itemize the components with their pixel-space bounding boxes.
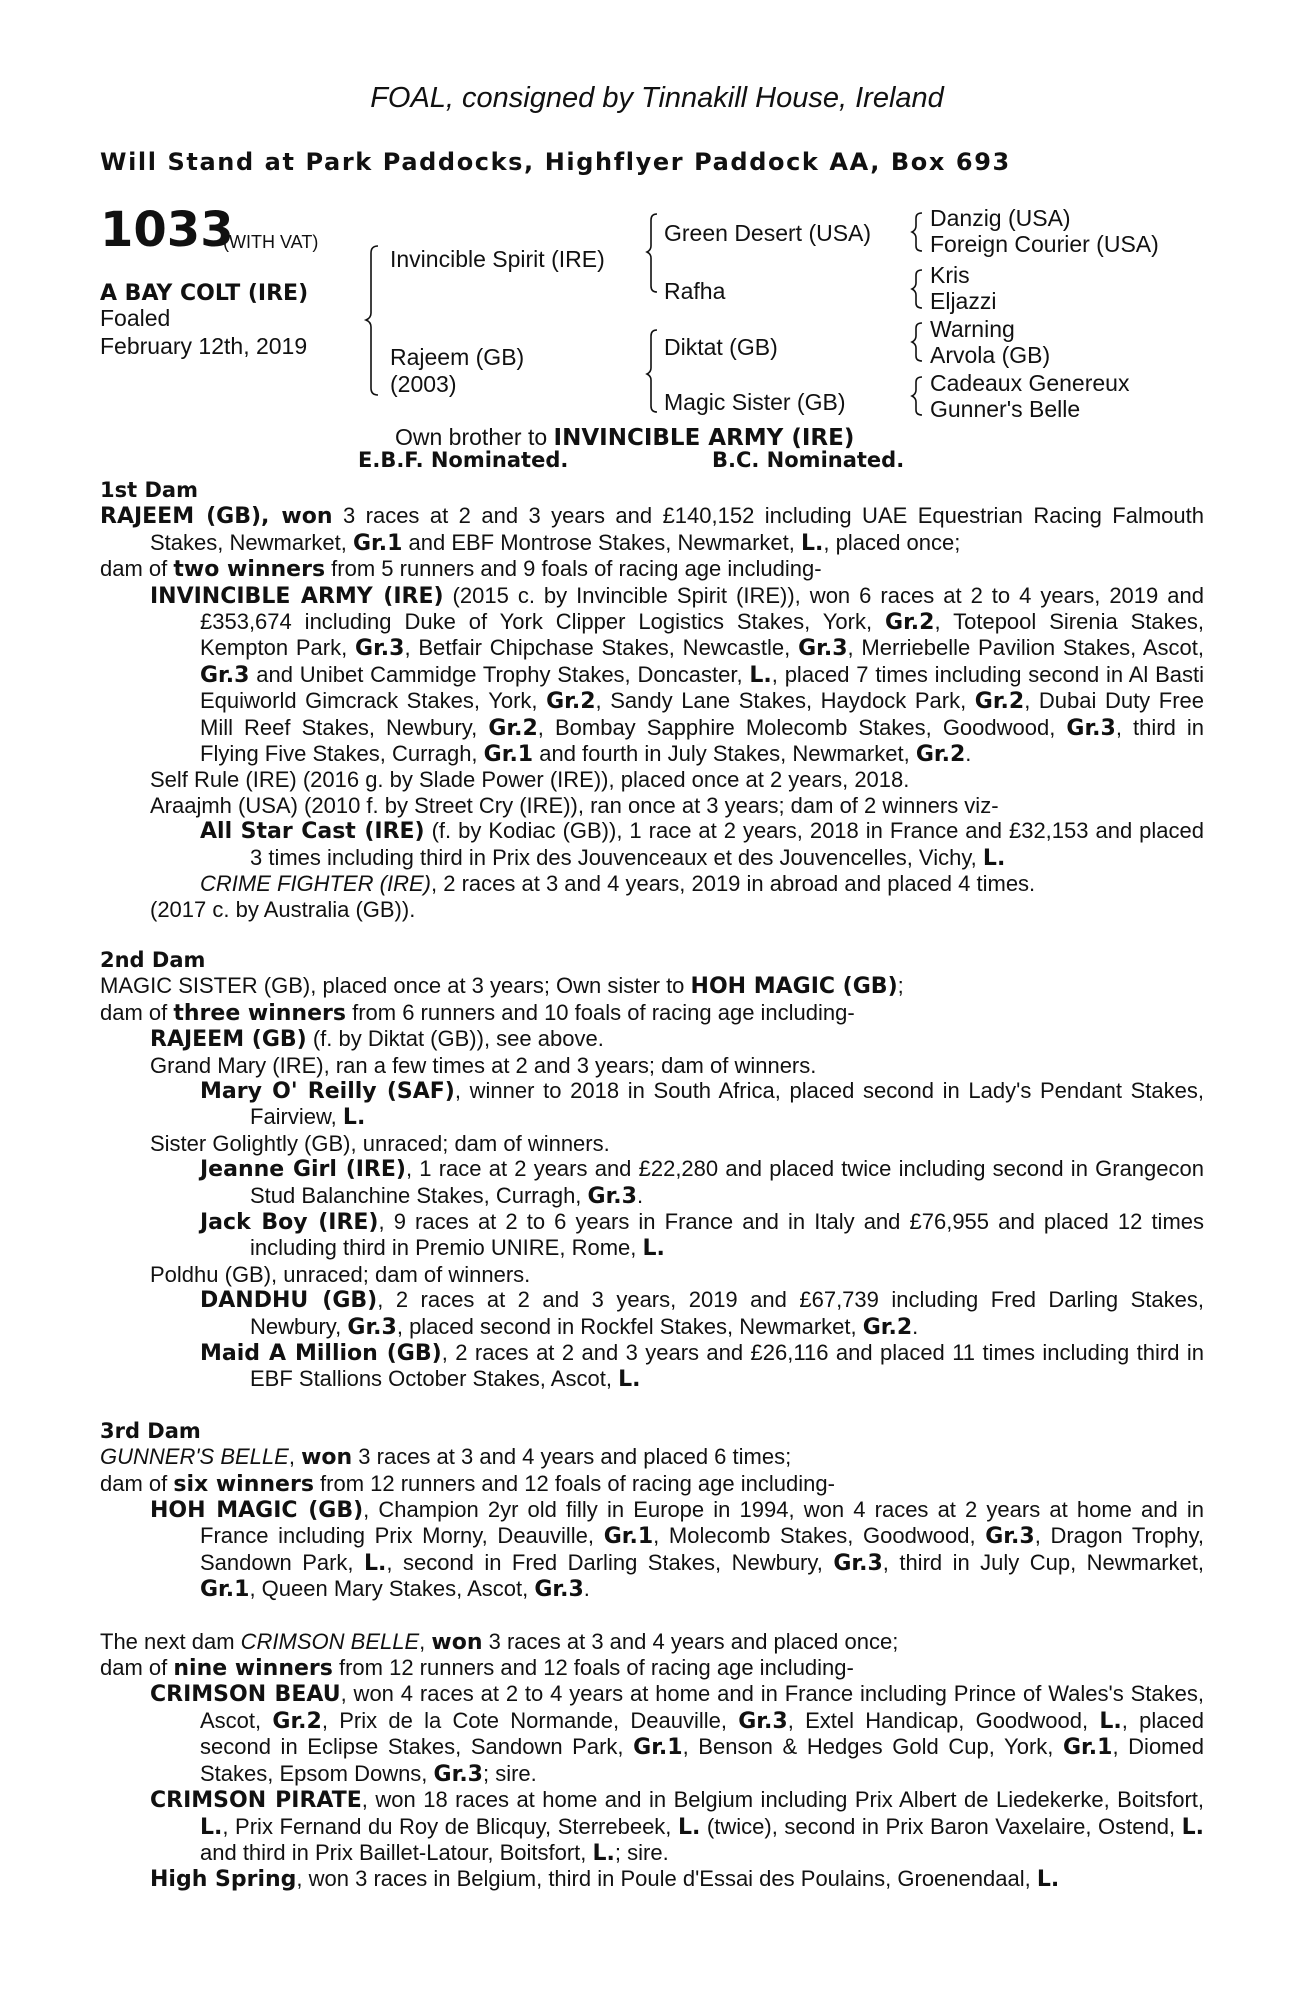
produce-mary-o-reilly: Mary O' Reilly (SAF), winner to 2018 in South Africa, placed second in Lady's Pendant Stakes, Fairview, L. xyxy=(200,1077,1204,1131)
dam2-summary: MAGIC SISTER (GB), placed once at 3 years; Own sister to HOH MAGIC (GB); xyxy=(100,973,904,1000)
pedigree-g1: Danzig (USA) xyxy=(930,205,1071,231)
own-brother-line: Own brother to INVINCIBLE ARMY (IRE) xyxy=(395,424,855,451)
pedigree-dam-year: (2003) xyxy=(390,371,457,397)
section-heading-3rd-dam: 3rd Dam xyxy=(100,1418,201,1443)
produce-crimson-pirate: CRIMSON PIRATE, won 18 races at home and in Belgium including Prix Albert de Liedekerke, Boitsfort, L., Prix Fernand du Roy de Blicquy, Sterrebeek, L. (twice), second in Prix Baron Vaxelaire, Ostend, L. and third in Prix Baillet-Latour, Boitsfort, L.; sire. xyxy=(150,1787,1205,1866)
lot-number: 1033 xyxy=(100,202,234,258)
nextdam-produce-summary: dam of nine winners from 12 runners and 12 foals of racing age including- xyxy=(100,1655,854,1682)
pedigree-g7: Cadeaux Genereux xyxy=(930,370,1130,396)
produce-jeanne-girl: Jeanne Girl (IRE), 1 race at 2 years and £22,280 and placed twice including second in Grangecon Stud Balanchine Stakes, Curragh, Gr.3. xyxy=(200,1156,1204,1209)
nextdam-summary: The next dam CRIMSON BELLE, won 3 races at 3 and 4 years and placed once; xyxy=(100,1628,899,1655)
pedigree-dam: Rajeem (GB) xyxy=(390,344,525,370)
pedigree-dam-sire: Diktat (GB) xyxy=(664,334,778,360)
section-heading-1st-dam: 1st Dam xyxy=(100,478,198,502)
dam3-produce-summary: dam of six winners from 12 runners and 12 foals of racing age including- xyxy=(100,1470,835,1497)
section-heading-2nd-dam: 2nd Dam xyxy=(100,947,206,972)
bc-nominated: B.C. Nominated. xyxy=(712,448,905,472)
pedigree-g6: Arvola (GB) xyxy=(930,342,1051,368)
produce-crimson-beau: CRIMSON BEAU, won 4 races at 2 to 4 years at home and in France including Prince of Wales's Stakes, Ascot, Gr.2, Prix de la Cote Normande, Deauville, Gr.3, Extel Handicap, Goodwood, L., placed second in Eclipse Stakes, Sandown Park, Gr.1, Benson & Hedges Gold Cup, York, Gr.1, Diomed Stakes, Epsom Downs, Gr.3; sire. xyxy=(150,1681,1204,1787)
pedigree-sire-sire: Green Desert (USA) xyxy=(664,220,872,246)
horse-description: A BAY COLT (IRE) xyxy=(100,281,309,306)
produce-all-star-cast: All Star Cast (IRE) (f. by Kodiac (GB)), 1 race at 2 years, 2018 in France and £32,153 and placed 3 times including third in Prix des Jouvenceaux et des Jouvencelles, Vichy, L. xyxy=(200,818,1204,871)
own-brother-name: INVINCIBLE ARMY (IRE) xyxy=(553,425,855,451)
pedigree-g8: Gunner's Belle xyxy=(930,396,1081,422)
produce-invincible-army: INVINCIBLE ARMY (IRE) (2015 c. by Invincible Spirit (IRE)), won 6 races at 2 to 4 years, 2019 and £353,674 including Duke of York Clipper Logistics Stakes, York, Gr.2, Totepool Sirenia Stakes, Kempton Park, Gr.3, Betfair Chipchase Stakes, Newcastle, Gr.3, Merriebelle Pavilion Stakes, Ascot, Gr.3 and Unibet Cammidge Trophy Stakes, Doncaster, L., placed 7 times including second in Al Basti Equiworld Gimcrack Stakes, York, Gr.2, Sandy Lane Stakes, Haydock Park, Gr.2, Dubai Duty Free Mill Reef Stakes, Newbury, Gr.2, Bombay Sapphire Molecomb Stakes, Goodwood, Gr.3, third in Flying Five Stakes, Curragh, Gr.1 and fourth in July Stakes, Newmarket, Gr.2. xyxy=(150,582,1205,768)
produce-hoh-magic: HOH MAGIC (GB), Champion 2yr old filly in Europe in 1994, won 4 races at 2 years at home and in France including Prix Morny, Deauville, Gr.1, Molecomb Stakes, Goodwood, Gr.3, Dragon Trophy, Sandown Park, L., second in Fred Darling Stakes, Newbury, Gr.3, third in July Cup, Newmarket, Gr.1, Queen Mary Stakes, Ascot, Gr.3. xyxy=(150,1497,1205,1603)
consignor-line: FOAL, consigned by Tinnakill House, Ireland xyxy=(370,82,944,114)
produce-2017-colt: (2017 c. by Australia (GB)). xyxy=(150,896,416,922)
ebf-nominated: E.B.F. Nominated. xyxy=(358,448,569,472)
foaled-date: February 12th, 2019 xyxy=(100,333,308,359)
stand-location: Will Stand at Park Paddocks, Highflyer Paddock AA, Box 693 xyxy=(100,148,1011,176)
produce-araajmh: Araajmh (USA) (2010 f. by Street Cry (IRE)), ran once at 3 years; dam of 2 winners viz- xyxy=(150,792,999,818)
dam1-produce-summary: dam of two winners from 5 runners and 9 foals of racing age including- xyxy=(100,556,822,583)
pedigree-g5: Warning xyxy=(930,316,1015,342)
produce-grand-mary: Grand Mary (IRE), ran a few times at 2 and 3 years; dam of winners. xyxy=(150,1052,817,1078)
dam2-produce-summary: dam of three winners from 6 runners and 10 foals of racing age including- xyxy=(100,999,855,1026)
dam3-summary: GUNNER'S BELLE, won 3 races at 3 and 4 years and placed 6 times; xyxy=(100,1444,792,1471)
vat-note: (WITH VAT) xyxy=(223,232,319,252)
catalogue-body xyxy=(100,474,1204,1893)
dam1-summary: RAJEEM (GB), won 3 races at 2 and 3 years and £140,152 including UAE Equestrian Racing Falmouth Stakes, Newmarket, Gr.1 and EBF Montrose Stakes, Newmarket, L., placed once; xyxy=(100,503,1204,556)
produce-crime-fighter: CRIME FIGHTER (IRE), 2 races at 3 and 4 years, 2019 in abroad and placed 4 times. xyxy=(200,871,1036,897)
produce-poldhu: Poldhu (GB), unraced; dam of winners. xyxy=(150,1261,531,1287)
pedigree-g4: Eljazzi xyxy=(930,288,997,314)
produce-dandhu: DANDHU (GB), 2 races at 2 and 3 years, 2019 and £67,739 including Fred Darling Stakes, Newbury, Gr.3, placed second in Rockfel Stakes, Newmarket, Gr.2. xyxy=(200,1287,1204,1340)
pedigree-sire-dam: Rafha xyxy=(664,278,726,304)
pedigree-g2: Foreign Courier (USA) xyxy=(930,231,1159,257)
produce-rajeem: RAJEEM (GB) (f. by Diktat (GB)), see above. xyxy=(150,1026,604,1053)
foaled-label: Foaled xyxy=(100,305,171,331)
pedigree-sire: Invincible Spirit (IRE) xyxy=(390,246,605,272)
produce-maid-a-million: Maid A Million (GB), 2 races at 2 and 3 years and £26,116 and placed 11 times including third in EBF Stallions October Stakes, Ascot, L. xyxy=(200,1340,1204,1393)
pedigree-g3: Kris xyxy=(930,262,970,288)
produce-sister-golightly: Sister Golightly (GB), unraced; dam of winners. xyxy=(150,1130,610,1156)
produce-self-rule: Self Rule (IRE) (2016 g. by Slade Power (IRE)), placed once at 2 years, 2018. xyxy=(150,767,910,793)
produce-jack-boy: Jack Boy (IRE), 9 races at 2 to 6 years in France and in Italy and £76,955 and placed 12 times including third in Premio UNIRE, Rome, L. xyxy=(200,1208,1205,1262)
produce-high-spring: High Spring, won 3 races in Belgium, third in Poule d'Essai des Poulains, Groenendaal, L. xyxy=(150,1866,1060,1893)
pedigree-dam-dam: Magic Sister (GB) xyxy=(664,389,846,415)
